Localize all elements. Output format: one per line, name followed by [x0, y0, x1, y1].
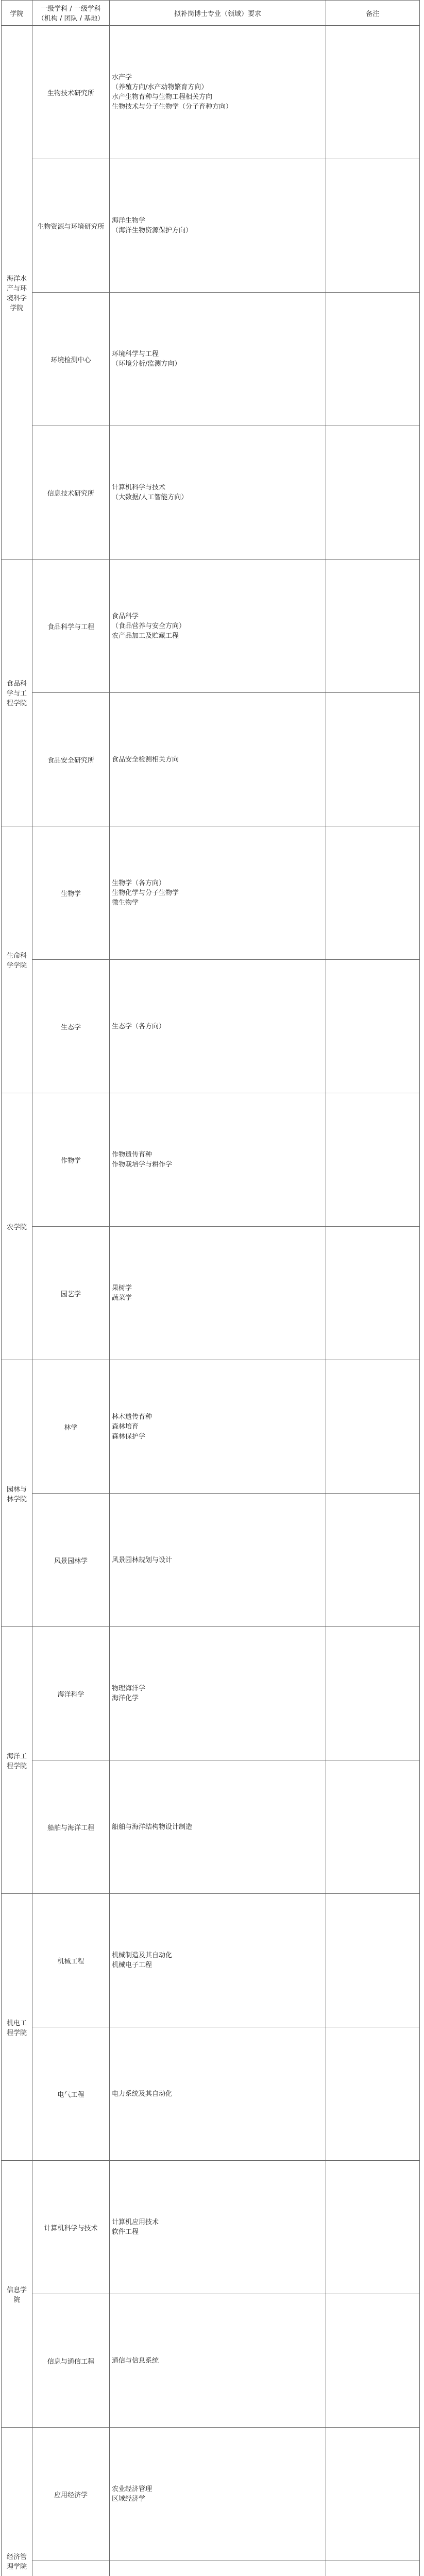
- note-cell: [326, 1760, 420, 1894]
- note-cell: [326, 2161, 420, 2294]
- discipline-cell: 食品科学与工程: [32, 560, 110, 693]
- table-row: [2, 2027, 420, 2161]
- requirement-line: 计算机应用技术: [112, 2218, 159, 2226]
- requirement-line: （环境分析/监测方向）: [112, 360, 181, 368]
- requirement-line: 水产生物育种与生物工程相关方向: [112, 93, 213, 101]
- requirement-cell: [110, 2294, 326, 2428]
- requirement-cell: [110, 2027, 326, 2161]
- note-cell: [326, 1494, 420, 1627]
- requirement-cell: [110, 2161, 326, 2294]
- college-cell: 生命科学学院: [2, 826, 32, 1093]
- table-row: [2, 1494, 420, 1627]
- note-cell: [326, 2027, 420, 2161]
- note-cell: [326, 2428, 420, 2561]
- discipline-cell: 生物技术研究所: [32, 26, 110, 159]
- college-cell: 农学院: [2, 1093, 32, 1360]
- requirement-line: 蔬菜学: [112, 1294, 132, 1302]
- discipline-cell: 计算机科学与技术: [32, 2161, 110, 2294]
- requirement-cell: [110, 1093, 326, 1227]
- discipline-cell: 风景园林学: [32, 1494, 110, 1627]
- discipline-cell: 船舶与海洋工程: [32, 1760, 110, 1894]
- header-discipline: 一级学科 / 一级学科（机构 / 团队 / 基地）: [32, 1, 110, 26]
- recruitment-table: [1, 0, 420, 2576]
- requirement-line: 生物学（各方向）: [112, 879, 166, 887]
- note-cell: [326, 1227, 420, 1360]
- table-row: [2, 1627, 420, 1760]
- requirement-line: 作物遗传育种: [112, 1151, 152, 1159]
- table-row: [2, 560, 420, 693]
- requirement-cell: [110, 1360, 326, 1494]
- table-row: [2, 1093, 420, 1227]
- table-row: [2, 159, 420, 293]
- table-row: [2, 826, 420, 960]
- requirement-line: 果树学: [112, 1284, 132, 1292]
- requirement-cell: [110, 293, 326, 426]
- discipline-cell: 信息与通信工程: [32, 2294, 110, 2428]
- requirement-line: 水产学: [112, 74, 132, 81]
- requirement-line: 环境科学与工程: [112, 350, 159, 358]
- table-row: [2, 1360, 420, 1494]
- requirement-line: 海洋生物学: [112, 217, 146, 225]
- requirement-line: 农业经济管理: [112, 2485, 152, 2493]
- college-cell: 海洋工程学院: [2, 1627, 32, 1894]
- requirement-line: 机械电子工程: [112, 1961, 152, 1969]
- requirement-line: 生态学（各方向）: [112, 1022, 166, 1030]
- requirement-cell: [110, 1894, 326, 2027]
- requirement-cell: [110, 26, 326, 159]
- requirement-line: （海洋生物资源保护方向）: [112, 227, 193, 234]
- table-row: [2, 2428, 420, 2561]
- table-row: [2, 693, 420, 826]
- table-row: [2, 26, 420, 159]
- requirement-cell: [110, 426, 326, 560]
- table-row: [2, 960, 420, 1093]
- requirement-line: 农产品加工及贮藏工程: [112, 632, 179, 640]
- note-cell: [326, 1627, 420, 1760]
- requirement-line: 区域经济学: [112, 2495, 146, 2503]
- requirement-line: （食品营养与安全方向）: [112, 622, 186, 630]
- requirement-cell: [110, 826, 326, 960]
- table-row: [2, 293, 420, 426]
- table-row: [2, 426, 420, 560]
- table-row: [2, 1760, 420, 1894]
- requirement-line: 生物技术与分子生物学（分子育种方向）: [112, 103, 233, 111]
- note-cell: [326, 293, 420, 426]
- requirement-line: 软件工程: [112, 2228, 139, 2236]
- requirement-cell: [110, 560, 326, 693]
- requirement-line: （大数据/人工智能方向）: [112, 494, 188, 501]
- header-note: 备注: [326, 1, 420, 26]
- note-cell: [326, 560, 420, 693]
- note-cell: [326, 26, 420, 159]
- table-row: [2, 2294, 420, 2428]
- note-cell: [326, 2294, 420, 2428]
- requirement-cell: [110, 1494, 326, 1627]
- college-cell: 海洋水产与环境科学学院: [2, 26, 32, 560]
- requirement-line: 森林培育: [112, 1422, 139, 1431]
- note-cell: [326, 826, 420, 960]
- table-row: [2, 1227, 420, 1360]
- discipline-cell: 作物学: [32, 1093, 110, 1227]
- note-cell: [326, 960, 420, 1093]
- requirement-cell: [110, 1627, 326, 1760]
- requirement-line: 林木遗传育种: [112, 1413, 152, 1421]
- requirement-line: 电力系统及其自动化: [112, 2090, 173, 2098]
- requirement-line: 机械制造及其自动化: [112, 1952, 173, 1959]
- discipline-cell: 生物资源与环境研究所: [32, 159, 110, 293]
- college-cell: 信息学院: [2, 2161, 32, 2428]
- table-header-row: [2, 1, 420, 26]
- requirement-line: 生物化学与分子生物学: [112, 889, 179, 897]
- requirement-line: 微生物学: [112, 899, 139, 907]
- note-cell: [326, 159, 420, 293]
- discipline-cell: 机械工程: [32, 1894, 110, 2027]
- note-cell: [326, 1360, 420, 1494]
- discipline-cell: 生物学: [32, 826, 110, 960]
- requirement-cell: [110, 2428, 326, 2561]
- note-cell: [326, 2561, 420, 2576]
- college-cell: 机电工程学院: [2, 1894, 32, 2161]
- requirement-line: 计算机科学与技术: [112, 484, 166, 492]
- discipline-cell: [32, 2561, 110, 2576]
- requirement-line: 食品安全检测相关方向: [112, 755, 179, 764]
- requirement-line: 物理海洋学: [112, 1685, 146, 1692]
- header-requirement: 拟补岗博士专业（领域）要求: [110, 1, 326, 26]
- table-row: [2, 2561, 420, 2576]
- note-cell: [326, 426, 420, 560]
- table-row: [2, 2161, 420, 2294]
- discipline-cell: 林学: [32, 1360, 110, 1494]
- requirement-cell: [110, 693, 326, 826]
- college-cell: 食品科学与工程学院: [2, 560, 32, 826]
- requirement-line: 船舶与海洋结构物设计制造: [112, 1823, 193, 1831]
- requirement-line: 海洋化学: [112, 1694, 139, 1702]
- college-cell: 经济管理学院: [2, 2428, 32, 2576]
- table-row: [2, 1894, 420, 2027]
- table-body: [2, 26, 420, 2576]
- requirement-cell: [110, 960, 326, 1093]
- requirement-cell: [110, 1760, 326, 1894]
- discipline-cell: 食品安全研究所: [32, 693, 110, 826]
- discipline-cell: 信息技术研究所: [32, 426, 110, 560]
- requirement-line: 风景园林规划与设计: [112, 1556, 173, 1564]
- discipline-cell: 电气工程: [32, 2027, 110, 2161]
- note-cell: [326, 1093, 420, 1227]
- requirement-line: 作物栽培学与耕作学: [112, 1161, 173, 1168]
- discipline-cell: 园艺学: [32, 1227, 110, 1360]
- discipline-cell: 生态学: [32, 960, 110, 1093]
- discipline-cell: 应用经济学: [32, 2428, 110, 2561]
- note-cell: [326, 1894, 420, 2027]
- header-college: 学院: [2, 1, 32, 26]
- college-cell: 园林与林学院: [2, 1360, 32, 1627]
- requirement-line: （养殖方向/水产动物繁育方向）: [112, 83, 208, 91]
- requirement-line: 食品科学: [112, 612, 139, 620]
- requirement-line: 森林保护学: [112, 1432, 146, 1440]
- requirement-cell: [110, 1227, 326, 1360]
- requirement-line: 通信与信息系统: [112, 2357, 159, 2365]
- note-cell: [326, 693, 420, 826]
- requirement-cell: [110, 2561, 326, 2576]
- discipline-cell: 环境检测中心: [32, 293, 110, 426]
- requirement-cell: [110, 159, 326, 293]
- discipline-cell: 海洋科学: [32, 1627, 110, 1760]
